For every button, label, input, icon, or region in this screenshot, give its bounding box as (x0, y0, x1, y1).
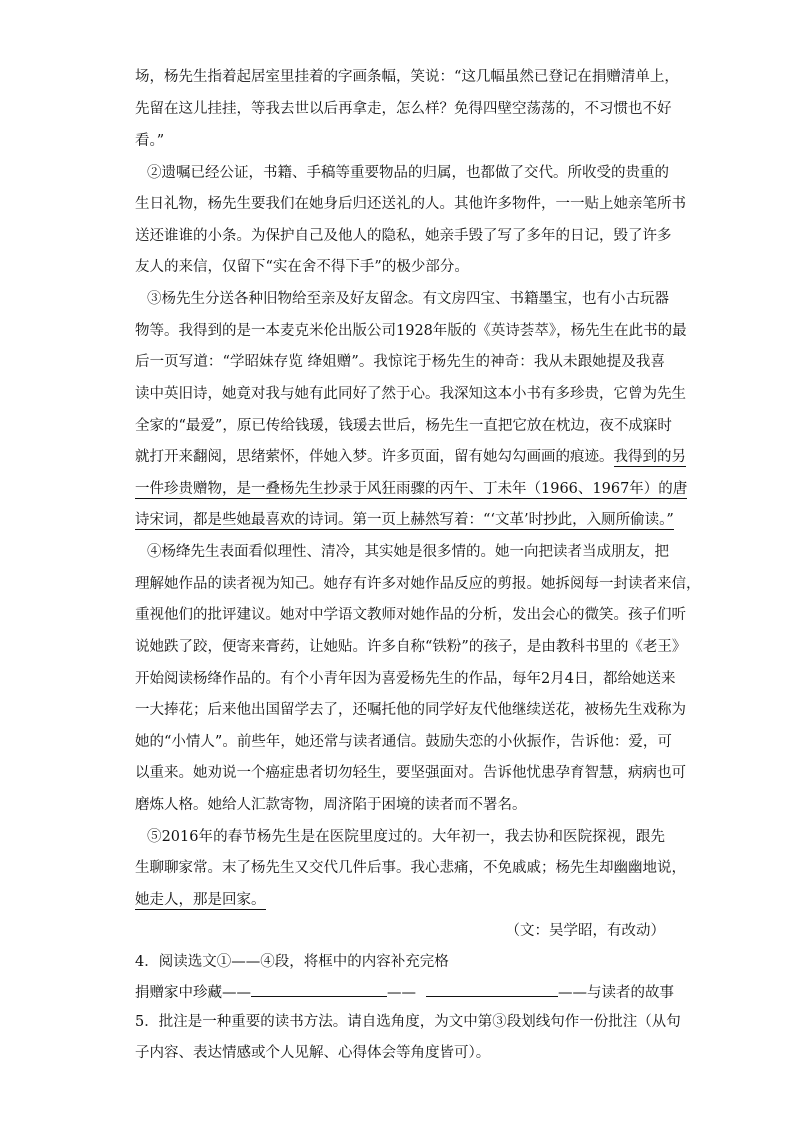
paragraph-line: 读中英旧诗，她竟对我与她有此同好了然于心。我深知这本小书有多珍贵，它曾为先生 (135, 386, 686, 402)
underlined-text: 她走人，那是回家。 (135, 892, 266, 908)
paragraph-line: 以重来。她劝说一个癌症患者切勿轻生，要坚强面对。告诉他忧患孕育智慧，病病也可 (135, 765, 686, 781)
paragraph-line: 重视他们的批评建议。她对中学语文教师对她作品的分析，发出会心的微笑。孩子们听 (135, 607, 686, 623)
paragraph-line: 先留在这儿挂挂，等我去世以后再拿走，怎么样？免得四壁空荡荡的，不习惯也不好 (135, 101, 672, 117)
underlined-sentence (135, 479, 688, 499)
underlined-text: 一件珍贵赠物，是一叠杨先生抄录于风狂雨骤的丙午、丁未年（1966、1967年）的唐 (135, 481, 688, 497)
underlined-sentence (135, 510, 674, 530)
paragraph-2-start: ②遗嘱已经公证，书籍、手稿等重要物品的归属，也都做了交代。所收受的贵重的 (147, 165, 669, 181)
paragraph-line: 理解她作品的读者视为知己。她存有许多对她作品反应的剪报。她拆阅每一封读者来信， (135, 576, 701, 592)
paragraph-5-start: ⑤2016年的春节杨先生是在医院里度过的。大年初一，我去协和医院探视，跟先 (147, 829, 665, 845)
paragraph-line: 友人的来信，仅留下“实在舍不得下手”的极少部分。 (135, 259, 469, 275)
paragraph-line: 全家的“最爱”，原已传给钱瑗，钱瑗去世后，杨先生一直把它放在枕边，夜不成寐时 (135, 418, 672, 434)
paragraph-line (135, 447, 686, 467)
question-4: 4．阅读选文①——④段，将框中的内容补充完格 (135, 954, 449, 970)
answer-blank-2[interactable] (426, 982, 558, 997)
paragraph-3-start: ③杨先生分送各种旧物给至亲及好友留念。有文房四宝、书籍墨宝，也有小古玩器 (147, 291, 669, 307)
paragraph-line: 说她跌了跤，便寄来膏药，让她贴。许多自称“铁粉”的孩子，是由教科书里的《老王》 (135, 639, 687, 655)
paragraph-4-start: ④杨绛先生表面看似理性、清冷，其实她是很多情的。她一向把读者当成朋友，把 (147, 544, 669, 560)
paragraph-line: 生日礼物，杨先生要我们在她身后归还送礼的人。其他许多物件，一一贴上她亲笔所书 (135, 196, 686, 212)
underlined-text: 诗宋词，都是些她最喜欢的诗词。第一页上赫然写着：“‘文革’时抄此，入厕所偷读。” (135, 512, 674, 528)
fill-start-text: 捐赠家中珍藏—— (135, 985, 251, 1001)
fill-end-text: ——与读者的故事 (558, 985, 674, 1001)
paragraph-line: 物等。我得到的是一本麦克米伦出版公司1928年版的《英诗荟萃》，杨先生在此书的最 (135, 323, 687, 339)
paragraph-line: 磨炼人格。她给人汇款寄物，周济陷于困境的读者而不署名。 (135, 797, 527, 813)
paragraph-line: 她的“小情人”。前些年，她还常与读者通信。鼓励失恋的小伙振作，告诉他：爱，可 (135, 734, 672, 750)
paragraph-line: 开始阅读杨绛作品的。有个小青年因为喜爱杨先生的作品，每年2月4日，都给她送来 (135, 671, 676, 687)
source-attribution: （文：吴学昭，有改动） (505, 923, 665, 939)
paragraph-line: 送还谁谁的小条。为保护自己及他人的隐私，她亲手毁了写了多年的日记，毁了许多 (135, 228, 672, 244)
paragraph-line: 看。” (135, 133, 165, 149)
paragraph-line: 场，杨先生指着起居室里挂着的字画条幅，笑说：“这几幅虽然已登记在捐赠清单上， (135, 69, 679, 85)
answer-blank-1[interactable] (251, 982, 387, 997)
question-4-fill-row (135, 982, 674, 1002)
paragraph-line: 后一页写道：“学昭妹存览 绛姐赠”。我惊诧于杨先生的神奇：我从未跟她提及我喜 (135, 354, 665, 370)
underlined-sentence: 我得到的另 (613, 449, 686, 465)
paragraph-line: 一大捧花；后来他出国留学去了，还嘱托他的同学好友代他继续送花，被杨先生戏称为 (135, 702, 686, 718)
fill-mid-text: —— (387, 985, 416, 1001)
question-5-continued: 子内容、表达情感或个人见解、心得体会等角度皆可）。 (135, 1045, 491, 1061)
question-5: 5．批注是一种重要的读书方法。请自选角度，为文中第③段划线句作一份批注（从句 (135, 1014, 681, 1030)
underlined-sentence (135, 890, 665, 910)
paragraph-line: 生聊聊家常。末了杨先生又交代几件后事。我心悲痛，不免戚戚；杨先生却幽幽地说， (135, 860, 686, 876)
paragraph-text: 就打开来翻阅，思绪萦怀，伴她入梦。许多页面，留有她勾勾画画的痕迹。 (135, 449, 614, 465)
